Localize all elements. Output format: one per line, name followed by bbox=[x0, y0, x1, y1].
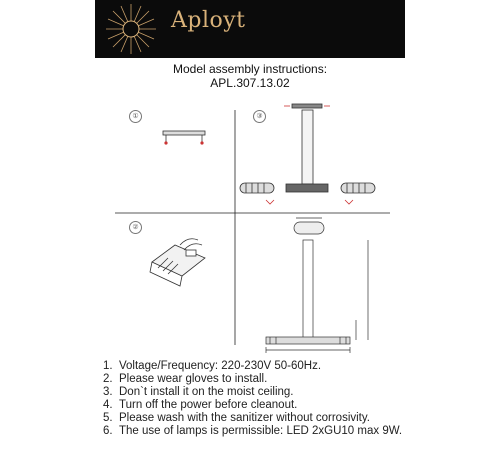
step-3-label: ③ bbox=[253, 110, 266, 123]
instruction-item: 4. Turn off the power before cleanout. bbox=[103, 399, 298, 411]
brand-name: Aployt bbox=[171, 8, 246, 33]
instructions-list bbox=[103, 360, 402, 438]
instruction-item: 3. Don`t install it on the moist ceiling. bbox=[103, 386, 294, 398]
sun-logo-icon bbox=[101, 1, 161, 57]
title-line-1: Model assembly instructions: bbox=[172, 62, 328, 76]
step-1-label: ① bbox=[129, 110, 142, 123]
document-title bbox=[0, 62, 500, 90]
instruction-item: 6. The use of lamps is permissible: LED 2xGU10 max 9W. bbox=[103, 425, 403, 437]
step-3-assembly-drawing bbox=[240, 104, 375, 204]
assembly-diagram bbox=[0, 90, 500, 355]
step-2-wiring-drawing bbox=[150, 239, 205, 286]
quadrant-dividers bbox=[115, 110, 390, 345]
brand-banner bbox=[95, 0, 405, 58]
front-elevation-drawing bbox=[266, 218, 368, 353]
instruction-item: 1. Voltage/Frequency: 220-230V 50-60Hz. bbox=[103, 360, 322, 372]
model-number: APL.307.13.02 bbox=[210, 76, 290, 90]
step-2-label: ② bbox=[129, 221, 142, 234]
instruction-item: 5. Please wash with the sanitizer without corrosivity. bbox=[103, 412, 370, 424]
instruction-item: 2. Please wear gloves to install. bbox=[103, 373, 268, 385]
step-1-bracket-drawing bbox=[163, 131, 205, 145]
